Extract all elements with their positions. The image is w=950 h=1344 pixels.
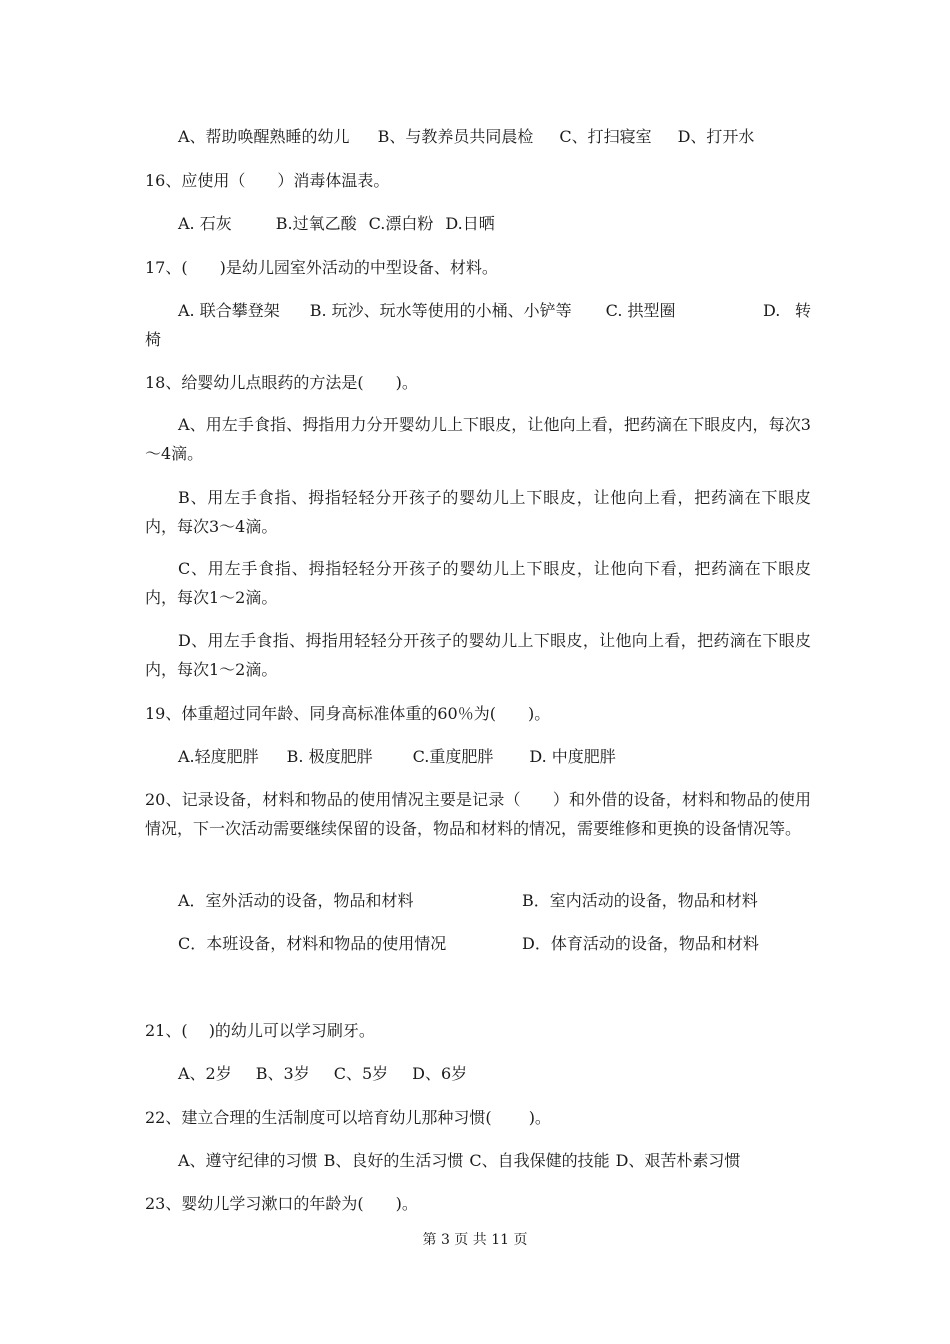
q22-option-a: A、遵守纪律的习惯 <box>178 1151 318 1170</box>
q15-options <box>178 122 754 151</box>
q21-option-c: C、5岁 <box>333 1064 389 1083</box>
q19-option-d: D. 中度肥胖 <box>529 747 616 766</box>
q20-option-b: B．室内活动的设备，物品和材料 <box>522 891 758 910</box>
q20-option-d: D．体育活动的设备，物品和材料 <box>522 934 759 953</box>
q18-option-b: B、用左手食指、拇指轻轻分开孩子的婴幼儿上下眼皮，让他向上看，把药滴在下眼皮内，每次3～4滴。 <box>145 488 811 536</box>
q21-stem: 21、( )的幼儿可以学习刷牙。 <box>145 1021 375 1040</box>
q19-option-b: B. 极度肥胖 <box>286 747 373 766</box>
q16-stem: 16、应使用（ ）消毒体温表。 <box>145 171 390 190</box>
q22-options <box>178 1146 740 1175</box>
q16-option-b: B.过氧乙酸 <box>275 214 357 233</box>
q21-options <box>178 1059 467 1088</box>
q15-option-d: D、打开水 <box>677 127 755 146</box>
q15-option-b: B、与教养员共同晨检 <box>377 127 534 146</box>
q22-option-d: D、艰苦朴素习惯 <box>615 1151 741 1170</box>
q22-stem: 22、建立合理的生活制度可以培育幼儿那种习惯( )。 <box>145 1108 551 1127</box>
q17-option-c: C. 拱型圈 <box>605 301 676 320</box>
q21-option-a: A、2岁 <box>178 1064 232 1083</box>
q19-option-a: A.轻度肥胖 <box>178 747 259 766</box>
q17-option-b: B. 玩沙、玩水等使用的小桶、小铲等 <box>309 301 572 320</box>
q15-option-a: A、帮助唤醒熟睡的幼儿 <box>178 127 350 146</box>
q22-option-c: C、自我保健的技能 <box>469 1151 610 1170</box>
q17-option-a: A. 联合攀登架 <box>178 301 280 320</box>
q17-stem: 17、( )是幼儿园室外活动的中型设备、材料。 <box>145 258 498 277</box>
q15-option-c: C、打扫寝室 <box>559 127 652 146</box>
q23-stem: 23、婴幼儿学习漱口的年龄为( )。 <box>145 1194 418 1213</box>
q18-option-d: D、用左手食指、拇指用轻轻分开孩子的婴幼儿上下眼皮，让他向上看，把药滴在下眼皮内，每次1～2滴。 <box>145 631 811 679</box>
q21-option-d: D、6岁 <box>412 1064 468 1083</box>
q16-option-d: D.日晒 <box>445 214 495 233</box>
q19-option-c: C.重度肥胖 <box>412 747 494 766</box>
q16-options <box>178 209 495 238</box>
q20-option-c: C．本班设备，材料和物品的使用情况 <box>178 934 447 953</box>
q22-option-b: B、良好的生活习惯 <box>323 1151 464 1170</box>
q20-option-a: A．室外活动的设备，物品和材料 <box>178 891 414 910</box>
page-number-footer: 第 3 页 共 11 页 <box>422 1232 528 1248</box>
q20-stem: 20、记录设备，材料和物品的使用情况主要是记录（ ）和外借的设备，材料和物品的使用情况，下一次活动需要继续保留的设备，物品和材料的情况，需要维修和更换的设备情况等。 <box>145 790 811 838</box>
q18-stem: 18、给婴幼儿点眼药的方法是( )。 <box>145 373 418 392</box>
q21-option-b: B、3岁 <box>255 1064 310 1083</box>
q19-options <box>178 742 616 771</box>
q19-stem: 19、体重超过同年龄、同身高标准体重的60％为( )。 <box>145 704 551 723</box>
q18-option-c: C、用左手食指、拇指轻轻分开孩子的婴幼儿上下眼皮，让他向下看，把药滴在下眼皮内，每次1～2滴。 <box>145 559 811 607</box>
q18-option-a: A、用左手食指、拇指用力分开婴幼儿上下眼皮，让他向上看，把药滴在下眼皮内，每次3～4滴。 <box>145 415 811 463</box>
q17-option-d: D. 转椅 <box>145 301 811 349</box>
q16-option-a: A. 石灰 <box>178 214 232 233</box>
q16-option-c: C.漂白粉 <box>368 214 434 233</box>
